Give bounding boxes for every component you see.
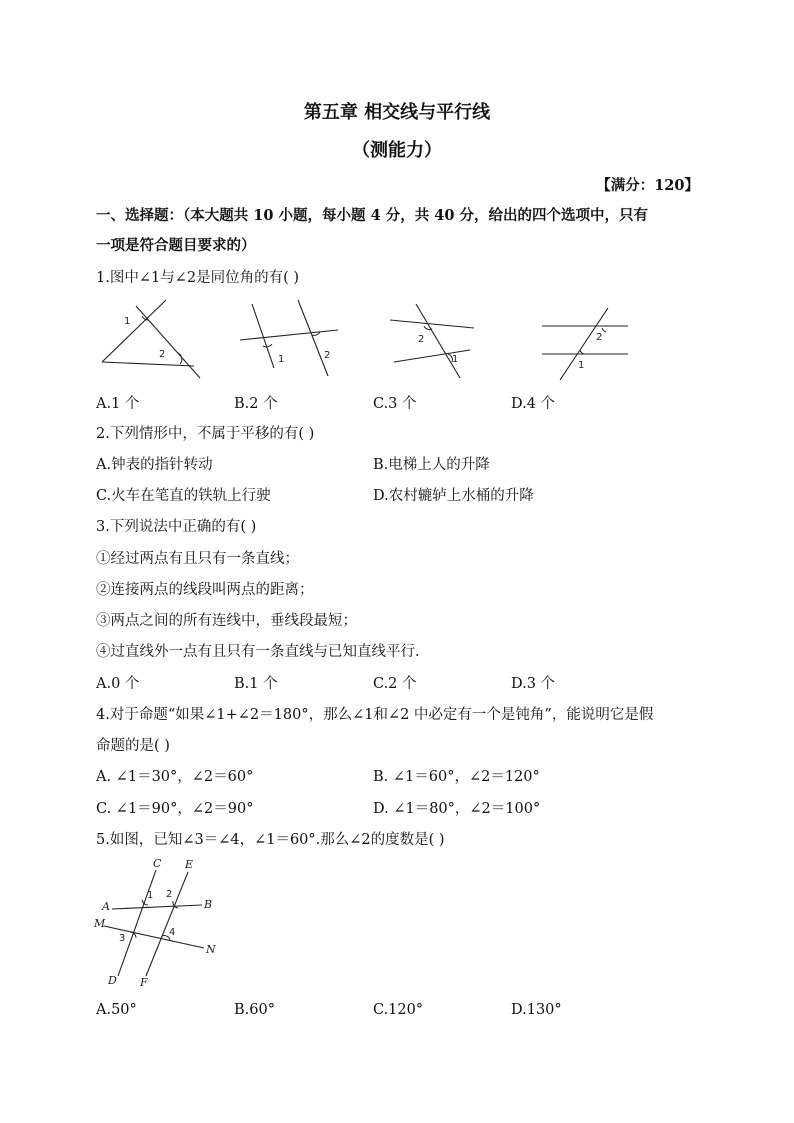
fig-b-arc1: [263, 344, 272, 347]
q5-stem: 5.如图，已知∠3＝∠4，∠1＝60°.那么∠2的度数是( ): [96, 832, 445, 848]
q5-option-b: B.60°: [234, 1002, 275, 1018]
q1-option-c: C.3 个: [373, 396, 417, 412]
fig5-label-3: 3: [119, 933, 126, 944]
q4-option-a: A. ∠1＝30°，∠2＝60°: [96, 769, 254, 785]
fig-c-line2: [394, 350, 470, 362]
fig-b-line3: [298, 300, 331, 376]
q1-figure-b: [236, 298, 356, 383]
q5-option-a: A.50°: [96, 1002, 137, 1018]
fig-c-line1: [390, 320, 474, 328]
q4-stem-line2: 命题的是( ): [96, 738, 170, 754]
fig5-label-a: A: [102, 900, 110, 913]
q2-option-c: C.火车在笔直的铁轨上行驶: [96, 488, 271, 504]
fig5-label-m: M: [94, 917, 106, 930]
fig-d-arc2: [580, 350, 584, 354]
q4-option-c: C. ∠1＝90°，∠2＝90°: [96, 801, 254, 817]
fig5-label-4: 4: [169, 927, 176, 938]
q3-statement-2: ②连接两点的线段叫两点的距离；: [96, 582, 314, 598]
full-score: 【满分：120】: [596, 177, 699, 194]
fig5-line-ab: [112, 905, 202, 909]
fig-b-line2: [252, 304, 274, 368]
q3-statement-1: ①经过两点有且只有一条直线；: [96, 551, 299, 567]
fig5-label-1: 1: [147, 890, 154, 901]
q1-figure-c: [386, 302, 486, 387]
fig-b-line1: [240, 330, 338, 340]
fig-c-label-1: 1: [452, 354, 459, 365]
q3-option-c: C.2 个: [373, 676, 417, 692]
q2-stem: 2.下列情形中，不属于平移的有( ): [96, 426, 315, 442]
q5-option-d: D.130°: [511, 1002, 562, 1018]
q1-figure-d: [540, 306, 640, 386]
q4-option-b: B. ∠1＝60°，∠2＝120°: [373, 769, 540, 785]
fig-a-line1: [102, 300, 166, 362]
fig-b-label-1: 1: [278, 354, 285, 365]
fig-c-label-2: 2: [418, 334, 425, 345]
q3-statement-3: ③两点之间的所有连线中，垂线段最短；: [96, 613, 357, 629]
fig5-label-e: E: [185, 858, 194, 871]
q4-option-d: D. ∠1＝80°，∠2＝100°: [373, 801, 541, 817]
fig-d-label-2: 2: [596, 332, 603, 343]
section-heading-line1: 一、选择题：（本大题共 10 小题，每小题 4 分，共 40 分，给出的四个选项中，只有: [96, 207, 648, 224]
q3-statement-4: ④过直线外一点有且只有一条直线与已知直线平行.: [96, 644, 420, 660]
q5-figure: [92, 856, 232, 991]
fig5-label-d: D: [108, 974, 117, 987]
fig5-label-2: 2: [166, 889, 173, 900]
q2-option-d: D.农村辘轳上水桶的升降: [373, 488, 534, 504]
page-title: 第五章 相交线与平行线: [303, 102, 491, 123]
q3-option-d: D.3 个: [511, 676, 556, 692]
q5-option-c: C.120°: [373, 1002, 424, 1018]
fig5-label-f: F: [140, 976, 148, 989]
q4-stem-line1: 4.对于命题“如果∠1+∠2＝180°，那么∠1和∠2 中必定有一个是钝角”，能说明它是假: [96, 707, 654, 723]
fig-a-label-1: 1: [124, 316, 131, 327]
q1-option-d: D.4 个: [511, 396, 556, 412]
fig5-label-c: C: [153, 857, 162, 870]
q1-figure-a: [96, 296, 206, 386]
q2-option-a: A.钟表的指针转动: [96, 457, 213, 473]
fig-b-label-2: 2: [324, 350, 331, 361]
fig-a-line3: [136, 306, 200, 378]
fig-d-arc1: [602, 328, 606, 332]
q3-option-a: A.0 个: [96, 676, 140, 692]
fig-a-label-2: 2: [159, 349, 166, 360]
page-subtitle: （测能力）: [352, 140, 442, 161]
q1-stem: 1.图中∠1与∠2是同位角的有( ): [96, 270, 300, 286]
q3-option-b: B.1 个: [234, 676, 278, 692]
section-heading-line2: 一项是符合题目要求的）: [96, 237, 256, 254]
fig5-line-ef: [146, 872, 188, 976]
q1-option-b: B.2 个: [234, 396, 278, 412]
q3-stem: 3.下列说法中正确的有( ): [96, 519, 257, 535]
fig5-line-cd: [118, 870, 156, 976]
fig5-label-n: N: [206, 943, 216, 956]
fig-c-arc1: [424, 326, 432, 330]
fig5-label-b: B: [204, 898, 213, 911]
q1-option-a: A.1 个: [96, 396, 140, 412]
q2-option-b: B.电梯上人的升降: [373, 457, 490, 473]
fig-d-label-1: 1: [578, 360, 585, 371]
